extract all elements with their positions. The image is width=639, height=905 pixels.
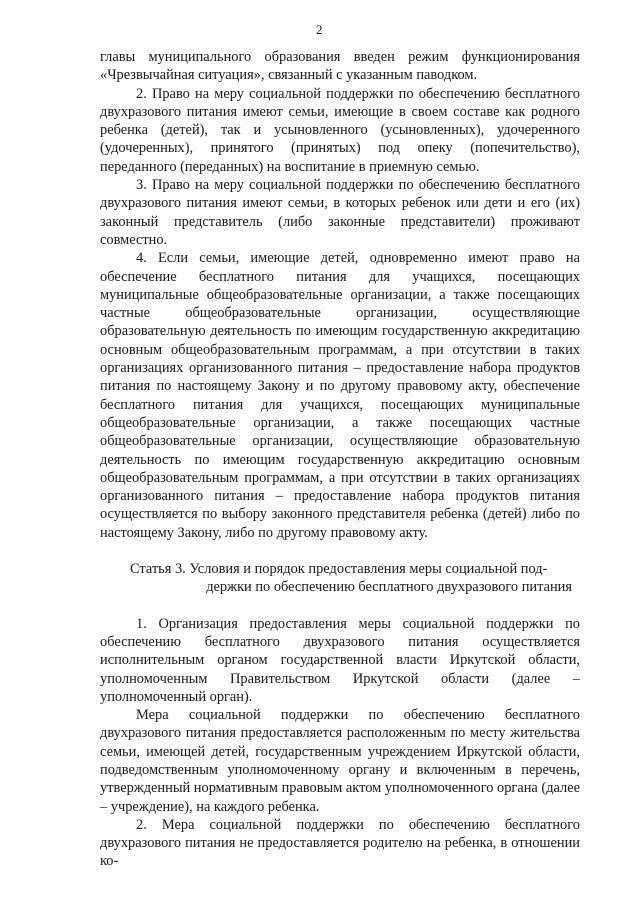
paragraph: 3. Право на меру социальной поддержки по обеспечению бесплатного двухразового питания имеют семьи, в которых ребенок или дети и его (их) законный представитель (либо законные представители) проживают совместно. <box>100 177 580 248</box>
page-number: 2 <box>316 22 323 37</box>
article-heading-line2: держки по обеспечению бесплатного двухразового питания <box>206 579 572 596</box>
paragraph: главы муниципального образования введен режим функционирования «Чрезвычайная ситуация», связанный с указанным паводком. <box>100 49 580 84</box>
document-body <box>100 48 580 871</box>
paragraph: 4. Если семьи, имеющие детей, одновременно имеют право на обеспечение бесплатного питания для учащихся, посещающих муниципальные общеобразовательные организации, а также посещающих частные общеобразовательные организации, осуществляющие образовательную деятельность по имеющим государственную аккредитацию основным общеобразовательным программам, а при отсутствии в таких организациях организованного питания – предоставление набора продуктов питания по настоящему Закону и по другому правовому акту, обеспечение бесплатного питания для учащихся, посещающих муниципальные общеобразовательные организации, а также посещающих частные общеобразовательные организации, осуществляющие образовательную деятельность по имеющим государственную аккредитацию основным общеобразовательным программам, а при отсутствии в таких организациях организованного питания – предоставление набора продуктов питания осуществляется по выбору законного представителя ребенка (детей) либо по настоящему Закону, либо по другому правовому акту. <box>100 250 580 541</box>
paragraph: 2. Мера социальной поддержки по обеспечению бесплатного двухразового питания не предоставляется родителю на ребенка, в отношении ко- <box>100 816 580 870</box>
spacer <box>100 597 580 615</box>
paragraph: Мера социальной поддержки по обеспечению бесплатного двухразового питания предоставляется расположенным по месту жительства семьи, имеющей детей, государственным учреждением Иркутской области, подведомственным уполномоченному органу и включенным в перечень, утвержденный нормативным правовым актом уполномоченного органа (далее – учреждение), на каждого ребенка. <box>100 707 580 815</box>
paragraph: 2. Право на меру социальной поддержки по обеспечению бесплатного двухразового питания имеют семьи, имеющие в своем составе как родного ребенка (детей), так и усыновленного (усыновленных), удочеренного (удочеренных), принятого (принятых) под опеку (попечительство), переданного (переданных) на воспитание в приемную семью. <box>100 85 580 175</box>
article-heading-line1: Статья 3. Условия и порядок предоставления меры социальной под- <box>130 561 548 578</box>
article-heading <box>100 560 580 597</box>
spacer <box>100 542 580 560</box>
paragraph: 1. Организация предоставления меры социальной поддержки по обеспечению бесплатного двухразового питания осуществляется исполнительным органом государственной власти Иркутской области, уполномоченным Правительством Иркутской области (далее – уполномоченный орган). <box>100 615 580 705</box>
